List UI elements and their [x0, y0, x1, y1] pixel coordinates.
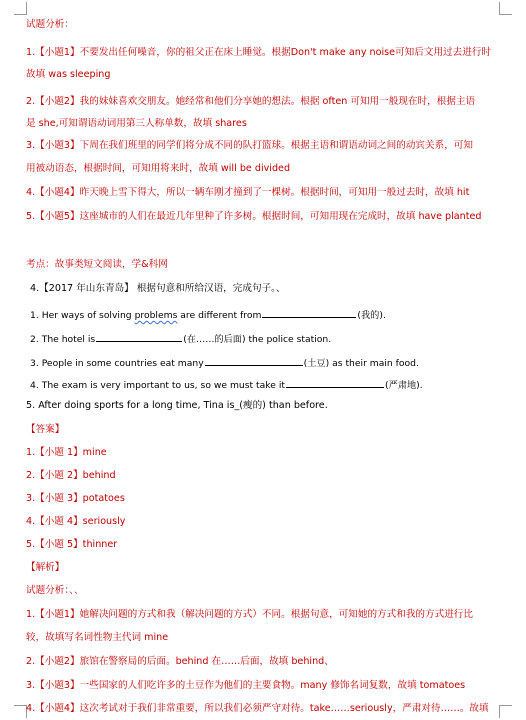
item-number: 1.	[30, 310, 39, 321]
item-number: 3.	[30, 358, 39, 369]
answer-heading: 【答案】	[26, 424, 65, 435]
item-text: The hotel is	[41, 334, 96, 345]
page-corner-mark	[499, 2, 512, 15]
analysis-line: 3.【小题3】一些国家的人们吃许多的土豆作为他们的主要食物。many 修饰名词复数，故填 tomatoes	[26, 680, 466, 691]
item-text: problems	[134, 310, 178, 321]
analysis-line: 4.【小题4】昨天晚上雪下得大，所以一辆车刚才撞到了一棵树。根据时间，可知用一般过去时，故填 hit	[26, 187, 470, 198]
analysis-line: 3.【小题3】下周在我们班里的同学们将分成不同的队打篮球。根据主语和谓语动词之间的动宾关系，可知	[26, 140, 473, 151]
item-hint: (在……的后面) the police station.	[183, 334, 332, 345]
question-item-5: 5. After doing sports for a long time, Tina is_(瘦的) than before.	[26, 400, 328, 411]
answer-line: 3.【小题 3】potatoes	[26, 493, 125, 504]
analysis-line: 用被动语态，根据时间，可知用将来时，故填 will be divided	[26, 163, 291, 174]
question-header: 4.【2017 年山东青岛】 根据句意和所给汉语，完成句子。、	[30, 283, 286, 294]
answer-line: 5.【小题 5】thinner	[26, 539, 118, 550]
item-text: Her ways of solving	[41, 310, 135, 321]
analysis-heading: 试题分析：	[26, 19, 74, 30]
item-number: 2.	[30, 334, 39, 345]
answer-line: 2.【小题 2】behind	[26, 470, 116, 481]
item-number: 4.	[30, 380, 39, 391]
analysis-line: 是 she,可知谓语动词用第三人称单数，故填 shares	[26, 118, 247, 129]
item-text: People in some countries eat many	[41, 358, 204, 369]
analysis-line: 故填 was sleeping	[26, 69, 111, 80]
answer-blank[interactable]	[262, 306, 356, 318]
answer-line: 1.【小题 1】mine	[26, 447, 107, 458]
item-text: The exam is very important to us, so we must take it	[41, 380, 285, 391]
analysis-line: 2.【小题2】旅馆在警察局的后面。behind 在……后面，故填 behind、	[26, 656, 334, 667]
analysis-line: 4.【小题4】这次考试对于我们非常重要，所以我们必须严守对待。take……seriously，严肃对待……。故填	[26, 703, 489, 714]
analysis-line: 1.【小题1】不要发出任何噪音，你的祖父正在床上睡觉。根据Don't make any noise可知后文用过去进行时	[26, 47, 492, 58]
question-item-2	[30, 330, 331, 347]
page-corner-mark	[14, 2, 27, 15]
question-item-1	[30, 306, 386, 323]
item-hint: (土豆) as their main food.	[303, 358, 419, 369]
analysis-line: 1.【小题1】她解决问题的方式和我（解决问题的方式）不同。根据句意，可知她的方式和我的方式进行比	[26, 609, 473, 620]
page-corner-mark	[499, 705, 512, 718]
item-hint: (我的).	[357, 310, 386, 321]
item-hint: (严肃地).	[384, 380, 423, 391]
item-text: are different from	[177, 310, 262, 321]
answer-line: 4.【小题 4】seriously	[26, 516, 126, 527]
analysis-line: 较，故填写名词性物主代词 mine	[26, 632, 169, 643]
answer-blank[interactable]	[205, 354, 303, 366]
answer-blank[interactable]	[96, 330, 182, 342]
kaodian-line: 考点：故事类短文阅读，学&科网	[26, 259, 168, 270]
analysis-heading: 试题分析：、、	[26, 585, 84, 596]
question-item-3	[30, 354, 419, 371]
question-item-4	[30, 376, 423, 393]
answer-blank[interactable]	[286, 376, 384, 388]
jiexi-heading: 【解析】	[26, 562, 65, 573]
analysis-line: 2.【小题2】我的妹妹喜欢交朋友。她经常和他们分享她的想法。根据 often 可知用一般现在时，根据主语	[26, 96, 476, 107]
analysis-line: 5.【小题5】这座城市的人们在最近几年里种了许多树。根据时间，可知用现在完成时，故填 have planted	[26, 211, 482, 222]
